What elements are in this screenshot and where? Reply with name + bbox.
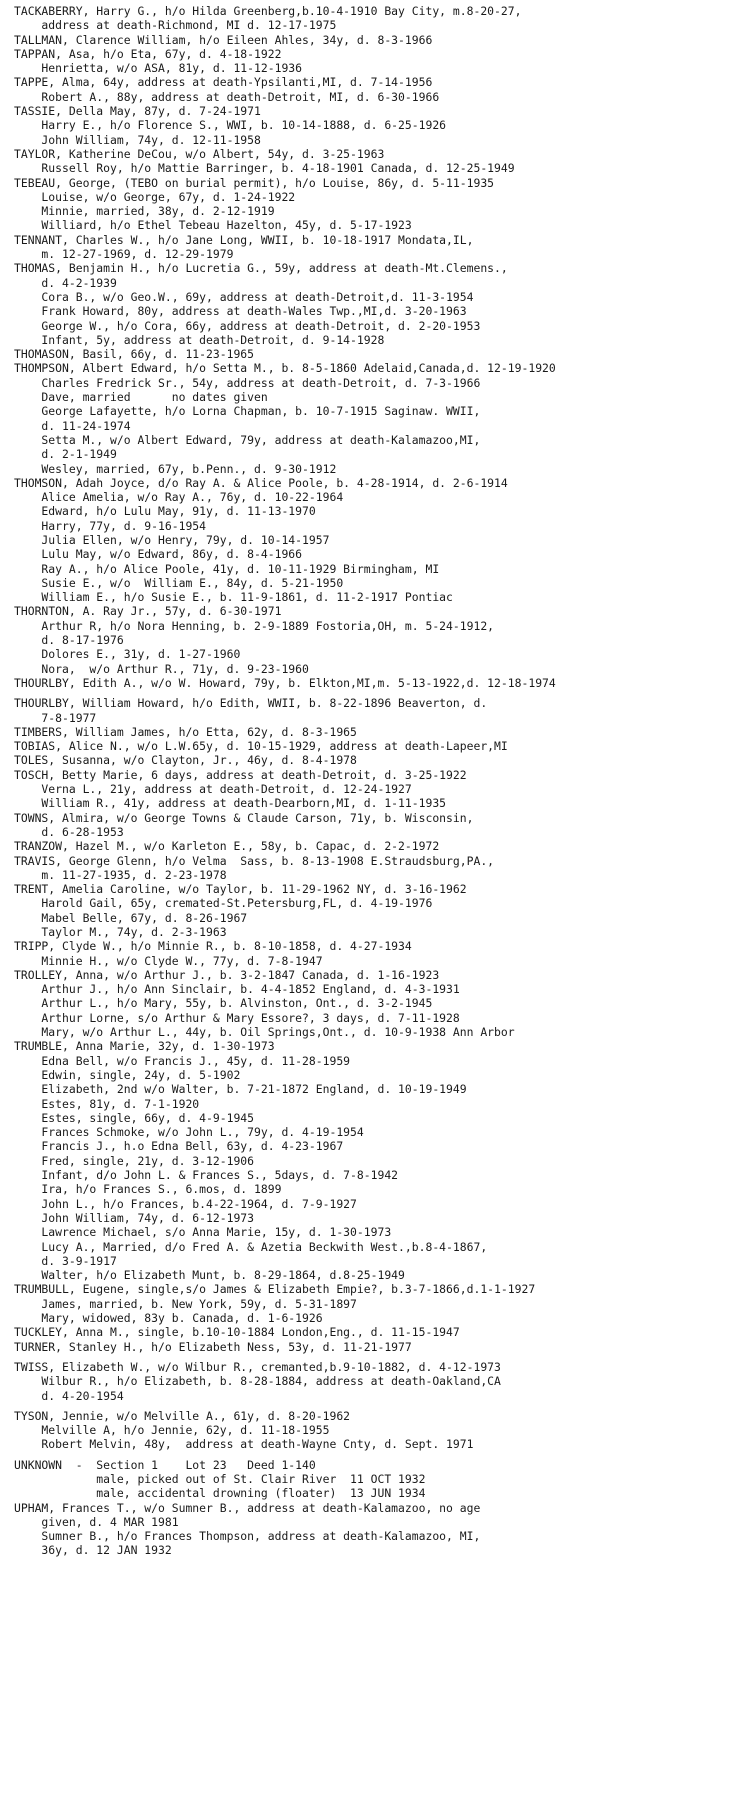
record-entry: [14, 261, 722, 347]
entry-surname-line: TRIPP, Clyde W., h/o Minnie R., b. 8-10-1858, d. 4-27-1934: [14, 939, 412, 954]
entry-detail-line: Ira, h/o Frances S., 6.mos, d. 1899: [14, 1182, 282, 1197]
entry-detail-line: John William, 74y, d. 12-11-1958: [14, 132, 261, 147]
entry-surname-line: TOBIAS, Alice N., w/o L.W.65y, d. 10-15-1929, address at death-Lapeer,MI: [14, 739, 508, 754]
entry-detail-line: Arthur L., h/o Mary, 55y, b. Alvinston, Ont., d. 3-2-1945: [14, 996, 433, 1011]
record-entry: [14, 1360, 722, 1403]
entry-detail-line: Mary, w/o Arthur L., 44y, b. Oil Springs,Ont., d. 10-9-1938 Ann Arbor: [14, 1025, 515, 1040]
record-entry: [14, 676, 722, 690]
entry-surname-line: TRAVIS, George Glenn, h/o Velma Sass, b. 8-13-1908 E.Straudsburg,PA.,: [14, 853, 495, 868]
entry-detail-line: Henrietta, w/o ASA, 81y, d. 11-12-1936: [14, 61, 303, 76]
record-entry: [14, 1458, 722, 1501]
entry-surname-line: THOURLBY, Edith A., w/o W. Howard, 79y, b. Elkton,MI,m. 5-13-1922,d. 12-18-1974: [14, 675, 556, 690]
record-entry: [14, 839, 722, 853]
entry-detail-line: Setta M., w/o Albert Edward, 79y, address at death-Kalamazoo,MI,: [14, 432, 481, 447]
entry-detail-line: Arthur R, h/o Nora Henning, b. 2-9-1889 Fostoria,OH, m. 5-24-1912,: [14, 618, 495, 633]
entry-detail-line: Sumner B., h/o Frances Thompson, address at death-Kalamazoo, MI,: [14, 1529, 481, 1544]
entry-surname-line: THOMPSON, Albert Edward, h/o Setta M., b. 8-5-1860 Adelaid,Canada,d. 12-19-1920: [14, 361, 556, 376]
entry-detail-line: John L., h/o Frances, b.4-22-1964, d. 7-9-1927: [14, 1196, 357, 1211]
entry-surname-line: THOMAS, Benjamin H., h/o Lucretia G., 59y, address at death-Mt.Clemens.,: [14, 261, 508, 276]
entry-surname-line: UPHAM, Frances T., w/o Sumner B., address at death-Kalamazoo, no age: [14, 1500, 481, 1515]
entry-detail-line: James, married, b. New York, 59y, d. 5-31-1897: [14, 1296, 357, 1311]
record-entry: [14, 725, 722, 739]
record-entry: [14, 75, 722, 104]
entry-detail-line: Russell Roy, h/o Mattie Barringer, b. 4-18-1901 Canada, d. 12-25-1949: [14, 161, 515, 176]
entry-detail-line: William R., 41y, address at death-Dearborn,MI, d. 1-11-1935: [14, 796, 447, 811]
entry-surname-line: TRANZOW, Hazel M., w/o Karleton E., 58y, b. Capac, d. 2-2-1972: [14, 839, 440, 854]
entry-detail-line: Nora, w/o Arthur R., 71y, d. 9-23-1960: [14, 661, 309, 676]
record-entry: [14, 104, 722, 147]
entry-detail-line: Verna L., 21y, address at death-Detroit, d. 12-24-1927: [14, 782, 412, 797]
entry-detail-line: d. 6-28-1953: [14, 824, 124, 839]
entry-surname-line: TASSIE, Della May, 87y, d. 7-24-1971: [14, 104, 261, 119]
entry-detail-line: Lulu May, w/o Edward, 86y, d. 8-4-1966: [14, 547, 303, 562]
entry-detail-line: Taylor M., 74y, d. 2-3-1963: [14, 925, 227, 939]
record-entry: [14, 939, 722, 968]
record-entry: [14, 233, 722, 262]
entry-surname-line: TEBEAU, George, (TEBO on burial permit), h/o Louise, 86y, d. 5-11-1935: [14, 175, 495, 190]
record-entry: [14, 604, 722, 675]
entry-surname-line: TRUMBULL, Eugene, single,s/o James & Elizabeth Empie?, b.3-7-1866,d.1-1-1927: [14, 1282, 536, 1297]
record-entry: [14, 1282, 722, 1325]
record-entry: [14, 347, 722, 361]
entry-detail-line: Robert Melvin, 48y, address at death-Wayne Cnty, d. Sept. 1971: [14, 1437, 474, 1452]
entry-surname-line: THOURLBY, William Howard, h/o Edith, WWII, b. 8-22-1896 Beaverton, d.: [14, 696, 488, 711]
entry-detail-line: Frank Howard, 80y, address at death-Wales Twp.,MI,d. 3-20-1963: [14, 304, 467, 319]
entry-detail-line: Dolores E., 31y, d. 1-27-1960: [14, 647, 241, 662]
entry-detail-line: Lucy A., Married, d/o Fred A. & Azetia Beckwith West.,b.8-4-1867,: [14, 1239, 488, 1254]
entry-detail-line: d. 4-2-1939: [14, 275, 117, 290]
entry-detail-line: address at death-Richmond, MI d. 12-17-1975: [14, 18, 337, 33]
record-entry: [14, 4, 722, 33]
record-entry: [14, 33, 722, 47]
entry-detail-line: Lawrence Michael, s/o Anna Marie, 15y, d. 1-30-1973: [14, 1225, 392, 1240]
entry-surname-line: TRUMBLE, Anna Marie, 32y, d. 1-30-1973: [14, 1039, 275, 1054]
entry-surname-line: TOLES, Susanna, w/o Clayton, Jr., 46y, d. 8-4-1978: [14, 753, 357, 768]
entry-detail-line: male, accidental drowning (floater) 13 JUN 1934: [14, 1486, 426, 1501]
entry-detail-line: Arthur J., h/o Ann Sinclair, b. 4-4-1852 England, d. 4-3-1931: [14, 982, 460, 997]
entry-detail-line: Wesley, married, 67y, b.Penn., d. 9-30-1912: [14, 461, 337, 476]
entry-detail-line: Charles Fredrick Sr., 54y, address at death-Detroit, d. 7-3-1966: [14, 375, 481, 390]
entry-detail-line: Edna Bell, w/o Francis J., 45y, d. 11-28-1959: [14, 1053, 351, 1068]
entry-detail-line: Fred, single, 21y, d. 3-12-1906: [14, 1153, 255, 1168]
entry-detail-line: Elizabeth, 2nd w/o Walter, b. 7-21-1872 England, d. 10-19-1949: [14, 1082, 467, 1097]
record-entry: [14, 1340, 722, 1354]
entry-detail-line: given, d. 4 MAR 1981: [14, 1514, 179, 1529]
entry-surname-line: TALLMAN, Clarence William, h/o Eileen Ahles, 34y, d. 8-3-1966: [14, 32, 433, 47]
entry-detail-line: Infant, d/o John L. & Frances S., 5days, d. 7-8-1942: [14, 1168, 399, 1183]
entry-detail-line: Walter, h/o Elizabeth Munt, b. 8-29-1864, d.8-25-1949: [14, 1268, 405, 1283]
entry-surname-line: THORNTON, A. Ray Jr., 57y, d. 6-30-1971: [14, 604, 282, 619]
entry-detail-line: Edwin, single, 24y, d. 5-1902: [14, 1067, 241, 1082]
entry-detail-line: Estes, single, 66y, d. 4-9-1945: [14, 1110, 255, 1125]
record-entry: [14, 1409, 722, 1452]
entry-detail-line: d. 11-24-1974: [14, 418, 131, 433]
entry-surname-line: TAPPE, Alma, 64y, address at death-Ypsilanti,MI, d. 7-14-1956: [14, 75, 433, 90]
entry-surname-line: UNKNOWN - Section 1 Lot 23 Deed 1-140: [14, 1457, 316, 1472]
entry-surname-line: TRENT, Amelia Caroline, w/o Taylor, b. 11-29-1962 NY, d. 3-16-1962: [14, 882, 467, 897]
entry-detail-line: Edward, h/o Lulu May, 91y, d. 11-13-1970: [14, 504, 316, 519]
record-entry: [14, 476, 722, 605]
entry-detail-line: Louise, w/o George, 67y, d. 1-24-1922: [14, 189, 296, 204]
entry-detail-line: 36y, d. 12 JAN 1932: [14, 1543, 172, 1558]
entry-detail-line: Alice Amelia, w/o Ray A., 76y, d. 10-22-1964: [14, 490, 344, 505]
entry-detail-line: Mary, widowed, 83y b. Canada, d. 1-6-1926: [14, 1311, 323, 1326]
entry-surname-line: THOMASON, Basil, 66y, d. 11-23-1965: [14, 347, 255, 362]
entry-surname-line: TUCKLEY, Anna M., single, b.10-10-1884 London,Eng., d. 11-15-1947: [14, 1325, 460, 1340]
entry-surname-line: TIMBERS, William James, h/o Etta, 62y, d. 8-3-1965: [14, 724, 357, 739]
record-entry: [14, 739, 722, 753]
entry-detail-line: Francis J., h.o Edna Bell, 63y, d. 4-23-1967: [14, 1139, 344, 1154]
entry-detail-line: Harold Gail, 65y, cremated-St.Petersburg,FL, d. 4-19-1976: [14, 896, 433, 911]
entry-detail-line: Harry E., h/o Florence S., WWI, b. 10-14-1888, d. 6-25-1926: [14, 118, 447, 133]
entry-detail-line: William E., h/o Susie E., b. 11-9-1861, d. 11-2-1917 Pontiac: [14, 590, 453, 605]
record-entry: [14, 811, 722, 840]
entry-surname-line: TYSON, Jennie, w/o Melville A., 61y, d. 8-20-1962: [14, 1408, 351, 1423]
record-entry: [14, 176, 722, 233]
entry-detail-line: Frances Schmoke, w/o John L., 79y, d. 4-19-1954: [14, 1125, 364, 1140]
entry-surname-line: TAYLOR, Katherine DeCou, w/o Albert, 54y, d. 3-25-1963: [14, 146, 385, 161]
entry-detail-line: Ray A., h/o Alice Poole, 41y, d. 10-11-1929 Birmingham, MI: [14, 561, 440, 576]
record-entry: [14, 1039, 722, 1282]
entry-detail-line: male, picked out of St. Clair River 11 OCT 1932: [14, 1471, 426, 1486]
entry-surname-line: TAPPAN, Asa, h/o Eta, 67y, d. 4-18-1922: [14, 46, 282, 61]
entry-detail-line: Minnie H., w/o Clyde W., 77y, d. 7-8-1947: [14, 953, 323, 968]
entry-detail-line: Williard, h/o Ethel Tebeau Hazelton, 45y, d. 5-17-1923: [14, 218, 412, 233]
entry-surname-line: TROLLEY, Anna, w/o Arthur J., b. 3-2-1847 Canada, d. 1-16-1923: [14, 967, 440, 982]
entry-detail-line: d. 8-17-1976: [14, 633, 124, 648]
record-entry: [14, 1501, 722, 1558]
record-entry: [14, 47, 722, 76]
entry-detail-line: Cora B., w/o Geo.W., 69y, address at death-Detroit,d. 11-3-1954: [14, 289, 474, 304]
entry-surname-line: TOWNS, Almira, w/o George Towns & Claude Carson, 71y, b. Wisconsin,: [14, 810, 474, 825]
record-entry: [14, 854, 722, 883]
record-entry: [14, 753, 722, 767]
entry-detail-line: Mabel Belle, 67y, d. 8-26-1967: [14, 910, 248, 925]
record-entry: [14, 1325, 722, 1339]
entry-detail-line: George Lafayette, h/o Lorna Chapman, b. 10-7-1915 Saginaw. WWII,: [14, 404, 481, 419]
entry-detail-line: George W., h/o Cora, 66y, address at death-Detroit, d. 2-20-1953: [14, 318, 481, 333]
entry-surname-line: TURNER, Stanley H., h/o Elizabeth Ness, 53y, d. 11-21-1977: [14, 1339, 412, 1354]
record-entry: [14, 882, 722, 939]
record-entry: [14, 968, 722, 1039]
entry-detail-line: 7-8-1977: [14, 710, 97, 725]
entry-detail-line: Arthur Lorne, s/o Arthur & Mary Essore?, 3 days, d. 7-11-1928: [14, 1010, 460, 1025]
entry-surname-line: TOSCH, Betty Marie, 6 days, address at death-Detroit, d. 3-25-1922: [14, 767, 467, 782]
entry-detail-line: Harry, 77y, d. 9-16-1954: [14, 518, 207, 533]
entry-detail-line: Infant, 5y, address at death-Detroit, d. 9-14-1928: [14, 332, 385, 347]
entry-detail-line: Susie E., w/o William E., 84y, d. 5-21-1950: [14, 575, 344, 590]
entry-surname-line: TWISS, Elizabeth W., w/o Wilbur R., cremanted,b.9-10-1882, d. 4-12-1973: [14, 1359, 501, 1374]
entry-detail-line: d. 4-20-1954: [14, 1388, 124, 1403]
entry-detail-line: d. 3-9-1917: [14, 1253, 117, 1268]
record-entry: [14, 696, 722, 725]
entry-surname-line: THOMSON, Adah Joyce, d/o Ray A. & Alice Poole, b. 4-28-1914, d. 2-6-1914: [14, 475, 508, 490]
entry-detail-line: m. 12-27-1969, d. 12-29-1979: [14, 247, 234, 262]
entry-surname-line: TACKABERRY, Harry G., h/o Hilda Greenberg,b.10-4-1910 Bay City, m.8-20-27,: [14, 4, 522, 18]
entry-detail-line: d. 2-1-1949: [14, 447, 117, 462]
entry-detail-line: Dave, married no dates given: [14, 390, 268, 405]
record-entry: [14, 361, 722, 475]
record-entry: [14, 147, 722, 176]
record-entry: [14, 768, 722, 811]
entry-surname-line: TENNANT, Charles W., h/o Jane Long, WWII, b. 10-18-1917 Mondata,IL,: [14, 232, 474, 247]
entry-detail-line: Wilbur R., h/o Elizabeth, b. 8-28-1884, address at death-Oakland,CA: [14, 1374, 501, 1389]
entry-detail-line: John William, 74y, d. 6-12-1973: [14, 1210, 255, 1225]
entry-detail-line: Minnie, married, 38y, d. 2-12-1919: [14, 204, 275, 219]
entry-detail-line: m. 11-27-1935, d. 2-23-1978: [14, 867, 227, 882]
entry-detail-line: Julia Ellen, w/o Henry, 79y, d. 10-14-1957: [14, 532, 330, 547]
document-page: [14, 4, 722, 1558]
entry-detail-line: Robert A., 88y, address at death-Detroit, MI, d. 6-30-1966: [14, 89, 440, 104]
entry-detail-line: Melville A, h/o Jennie, 62y, d. 11-18-1955: [14, 1423, 330, 1438]
entry-detail-line: Estes, 81y, d. 7-1-1920: [14, 1096, 200, 1111]
